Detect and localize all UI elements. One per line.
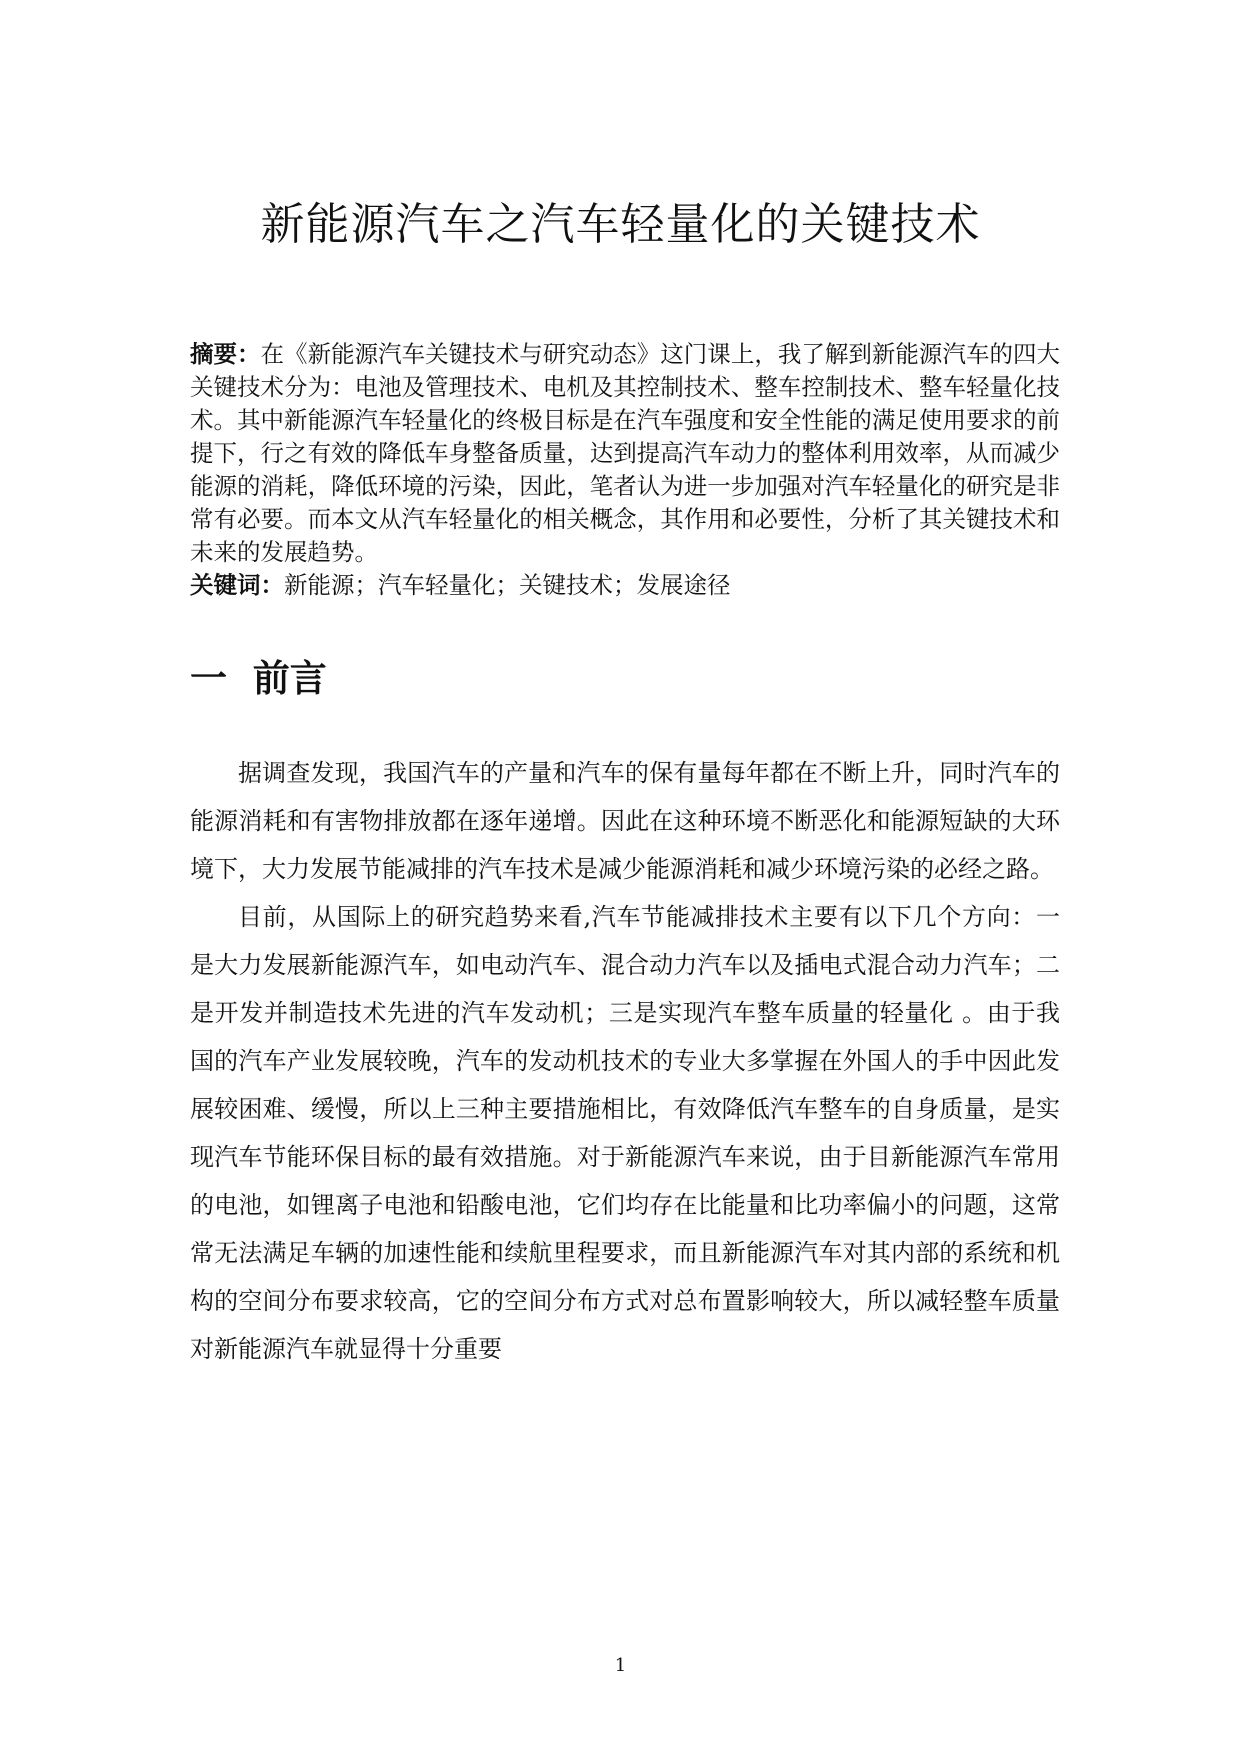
page-number: 1 [614, 1655, 627, 1676]
body-text [190, 749, 1060, 1373]
paragraph: 据调查发现，我国汽车的产量和汽车的保有量每年都在不断上升，同时汽车的能源消耗和有害物排放都在逐年递增。因此在这种环境不断恶化和能源短缺的大环境下，大力发展节能减排的汽车技术是减少能源消耗和减少环境污染的必经之路。 [190, 759, 1060, 883]
abstract-label: 摘要： [190, 340, 261, 368]
abstract [190, 338, 1060, 569]
keywords [190, 569, 1060, 602]
paragraph: 目前，从国际上的研究趋势来看,汽车节能减排技术主要有以下几个方向：一是大力发展新能源汽车，如电动汽车、混合动力汽车以及插电式混合动力汽车；二是开发并制造技术先进的汽车发动机；三是实现汽车整车质量的轻量化 。由于我国的汽车产业发展较晚，汽车的发动机技术的专业大多掌握在外国人的手中因此发展较困难、缓慢，所以上三种主要措施相比，有效降低汽车整车的自身质量，是实现汽车节能环保目标的最有效措施。对于新能源汽车来说，由于目新能源汽车常用的电池，如锂离子电池和铅酸电池，它们均存在比能量和比功率偏小的问题，这常常无法满足车辆的加速性能和续航里程要求，而且新能源汽车对其内部的系统和机构的空间分布要求较高，它的空间分布方式对总布置影响较大，所以减轻整车质量对新能源汽车就显得十分重要 [190, 903, 1060, 1363]
keywords-text: 新能源；汽车轻量化；关键技术；发展途径 [284, 571, 731, 599]
keywords-label: 关键词： [190, 571, 284, 599]
document-title: 新能源汽车之汽车轻量化的关键技术 [260, 199, 981, 250]
section-heading: 一 前言 [190, 657, 327, 700]
abstract-text: 在《新能源汽车关键技术与研究动态》这门课上，我了解到新能源汽车的四大关键技术分为：电池及管理技术、电机及其控制技术、整车控制技术、整车轻量化技术。其中新能源汽车轻量化的终极目标是在汽车强度和安全性能的满足使用要求的前提下，行之有效的降低车身整备质量，达到提高汽车动力的整体利用效率，从而减少能源的消耗，降低环境的污染，因此，笔者认为进一步加强对汽车轻量化的研究是非常有必要。而本文从汽车轻量化的相关概念，其作用和必要性，分析了其关键技术和未来的发展趋势。 [190, 340, 1061, 566]
